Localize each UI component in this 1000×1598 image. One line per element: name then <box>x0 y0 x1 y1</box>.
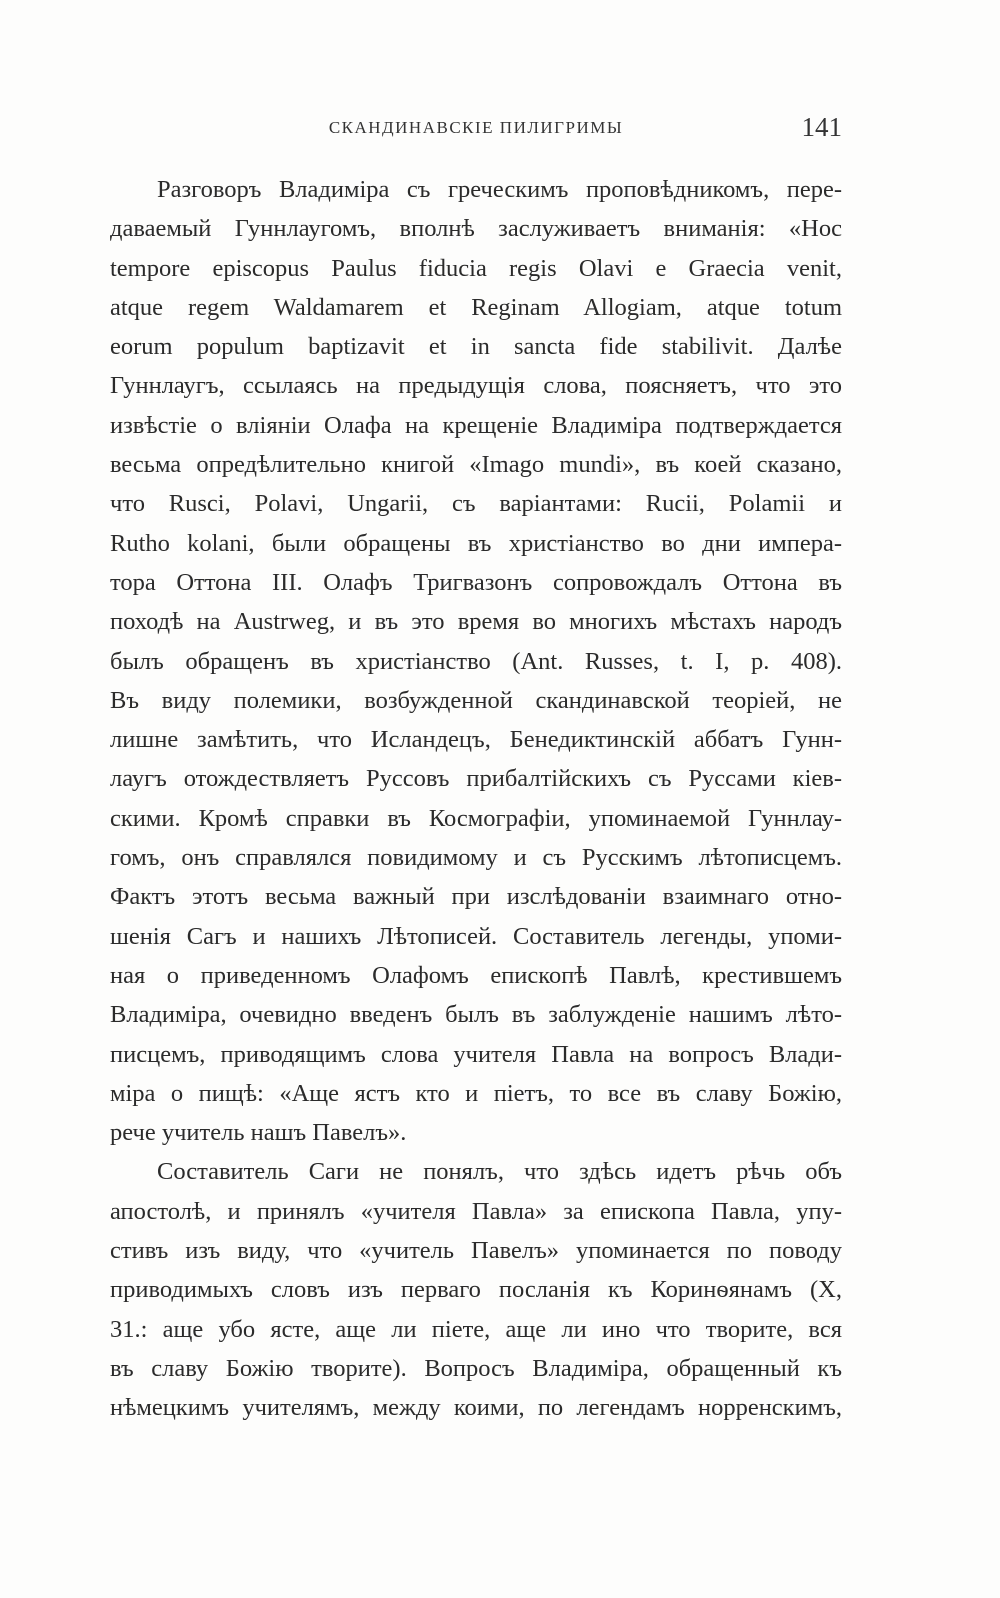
text-line: рече учитель нашъ Павелъ». <box>110 1119 407 1147</box>
text-line: что Rusci, Polavi, Ungarii, съ варіантами: Rucii, Polamii и <box>110 490 842 518</box>
text-line: приводимыхъ словъ изъ перваго посланія къ Коринѳянамъ (X, <box>110 1276 842 1304</box>
text-line: лаугъ отождествляетъ Руссовъ прибалтійскихъ съ Руссами кіев- <box>110 765 842 793</box>
text-line: Составитель Саги не понялъ, что здѣсь идетъ рѣчь объ <box>157 1158 842 1186</box>
text-line: нѣмецкимъ учителямъ, между коими, по легендамъ норренскимъ, <box>110 1394 842 1422</box>
running-title: СКАНДИНАВСКІЕ ПИЛИГРИМЫ <box>328 118 624 137</box>
text-line: Въ виду полемики, возбужденной скандинавской теоріей, не <box>110 686 842 714</box>
text-line: ная о приведенномъ Олафомъ епископѣ Павлѣ, крестившемъ <box>110 961 842 989</box>
text-line: даваемый Гуннлаугомъ, вполнѣ заслуживаетъ вниманія: «Hoc <box>110 215 842 243</box>
text-line: былъ обращенъ въ христіанство (Ant. Russes, t. I, p. 408). <box>110 647 842 675</box>
text-line: лишне замѣтить, что Исландецъ, Бенедиктинскій аббатъ Гунн- <box>110 726 842 754</box>
text-line: шенія Сагъ и нашихъ Лѣтописей. Составитель легенды, упоми- <box>110 922 842 950</box>
body-text <box>110 170 842 1428</box>
running-header <box>110 112 842 152</box>
text-line: atque regem Waldamarem et Reginam Allogiam, atque totum <box>110 293 842 321</box>
text-line: извѣстіе о вліяніи Олафа на крещеніе Владиміра подтверждается <box>110 411 842 439</box>
text-line: въ славу Божію творите). Вопросъ Владиміра, обращенный къ <box>110 1354 842 1382</box>
text-line: писцемъ, приводящимъ слова учителя Павла на вопросъ Влади- <box>110 1040 842 1068</box>
text-line: скими. Кромѣ справки въ Космографіи, упоминаемой Гуннлау- <box>110 804 842 832</box>
text-line: тора Оттона III. Олафъ Тригвазонъ сопровождалъ Оттона въ <box>110 568 842 596</box>
text-line: Гуннлаугъ, ссылаясь на предыдущія слова, поясняетъ, что это <box>110 372 842 400</box>
text-line: tempore episcopus Paulus fiducia regis Olavi e Graecia venit, <box>110 254 842 282</box>
text-line: Разговоръ Владиміра съ греческимъ проповѣдникомъ, пере- <box>157 176 842 203</box>
page-number: 141 <box>801 112 842 142</box>
text-line: Владиміра, очевидно введенъ былъ въ заблужденіе нашимъ лѣто- <box>110 1001 842 1029</box>
text-line: 31.: аще убо ясте, аще ли піете, аще ли ино что творите, вся <box>110 1315 842 1343</box>
text-line: стивъ изъ виду, что «учитель Павелъ» упоминается по поводу <box>110 1237 842 1265</box>
text-line: весьма опредѣлительно книгой «Imago mundi», въ коей сказано, <box>110 451 842 479</box>
text-line: eorum populum baptizavit et in sancta fide stabilivit. Далѣе <box>110 333 842 361</box>
text-line: міра о пищѣ: «Аще ястъ кто и піетъ, то все въ славу Божію, <box>110 1079 842 1107</box>
text-line: апостолѣ, и принялъ «учителя Павла» за епископа Павла, упу- <box>110 1197 842 1225</box>
text-line: Фактъ этотъ весьма важный при изслѣдованіи взаимнаго отно- <box>110 883 842 911</box>
text-line: походѣ на Austrweg, и въ это время во многихъ мѣстахъ народъ <box>110 608 842 636</box>
text-line: гомъ, онъ справлялся повидимому и съ Русскимъ лѣтописцемъ. <box>110 844 842 872</box>
text-line: Rutho kolani, были обращены въ христіанство во дни импера- <box>110 529 842 557</box>
